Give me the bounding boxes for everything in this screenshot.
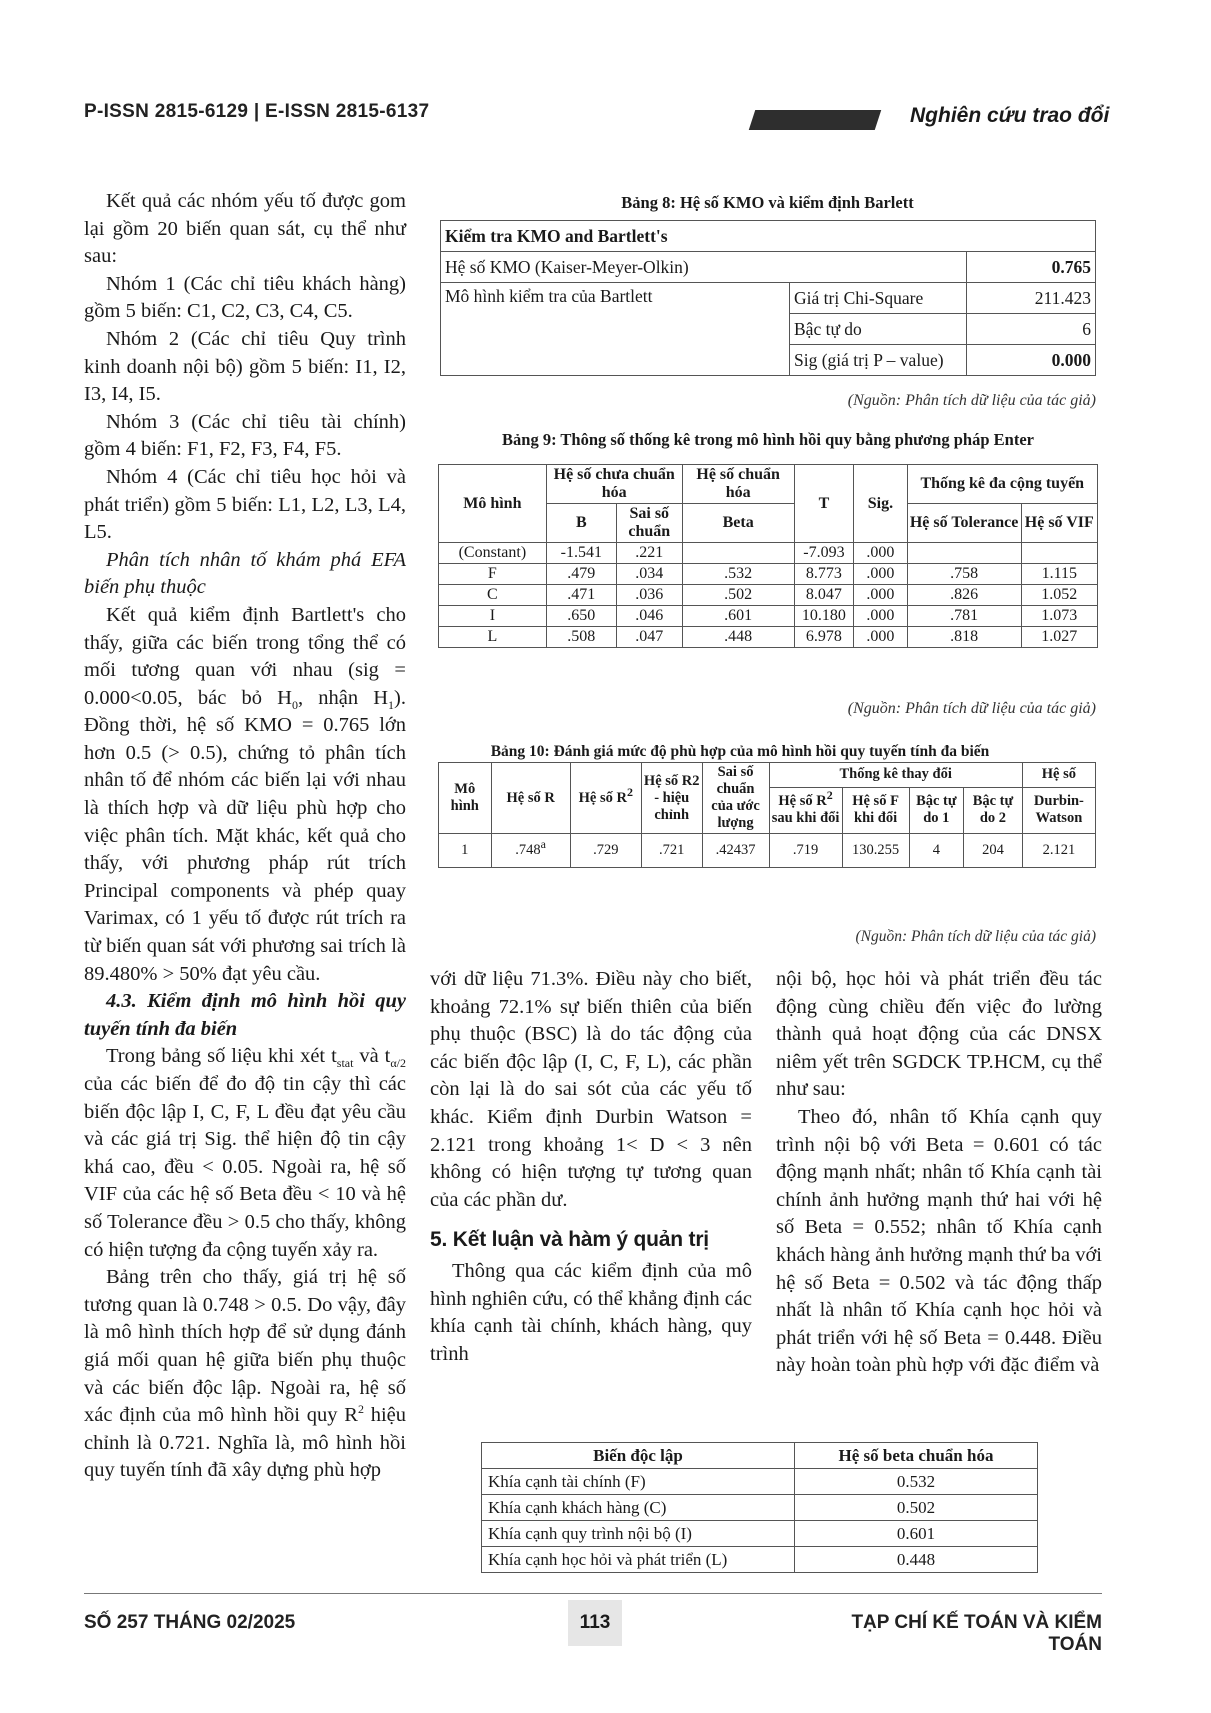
table10-header: Hệ số R xyxy=(491,763,570,834)
section-heading-4-3: 4.3. Kiểm định mô hình hồi quy tuyến tính đa biến xyxy=(84,990,406,1040)
cell: .046 xyxy=(616,606,682,627)
table8-cell: 211.423 xyxy=(967,283,1096,314)
cell xyxy=(1021,543,1097,564)
cell: L xyxy=(439,627,547,648)
cell: 10.180 xyxy=(794,606,854,627)
table8-cell: 0.765 xyxy=(967,252,1096,283)
paragraph: với dữ liệu 71.3%. Điều này cho biết, khoảng 72.1% sự biến thiên của biến phụ thuộc (BSC) là do tác động của các biến độc lập (I, C, F, L), các phần còn lại là do sai sót của các yếu tố khác. Kiểm định Durbin Watson = 2.121 trong khoảng 1< D < 3 nên không có hiện tượng tự tương quan của các phần dư. xyxy=(430,968,752,1211)
page-number: 113 xyxy=(579,1612,611,1633)
section-name: Nghiên cứu trao đổi xyxy=(910,104,1110,127)
table10 xyxy=(438,762,1096,868)
table9-header: Sai số chuẩn xyxy=(616,504,682,543)
cell: 2.121 xyxy=(1022,834,1095,868)
table-row xyxy=(482,1547,1038,1573)
footer-divider xyxy=(84,1593,1102,1594)
table9-header: Hệ số chuẩn hóa xyxy=(682,465,794,504)
cell: .729 xyxy=(570,834,641,868)
table10-header: Hệ số $R^2$ xyxy=(570,763,641,834)
cell: Khía cạnh học hỏi và phát triển (L) xyxy=(482,1547,795,1573)
table-row xyxy=(439,564,1098,585)
cell: 1.073 xyxy=(1021,606,1097,627)
header-decor-bar xyxy=(749,110,881,130)
cell: .479 xyxy=(546,564,616,585)
table-row xyxy=(482,1521,1038,1547)
table8-cell: Sig (giá trị P – value) xyxy=(790,345,967,376)
cell: 1.027 xyxy=(1021,627,1097,648)
table10-header: Bậc tự do 2 xyxy=(964,787,1023,833)
column-middle xyxy=(430,966,752,1368)
section-heading-5: 5. Kết luận và hàm ý quản trị xyxy=(430,1228,709,1252)
cell: 4 xyxy=(909,834,964,868)
table-row xyxy=(439,543,1098,564)
cell: .036 xyxy=(616,585,682,606)
cell: .758 xyxy=(907,564,1021,585)
cell: .221 xyxy=(616,543,682,564)
cell xyxy=(907,543,1021,564)
cell: 1.052 xyxy=(1021,585,1097,606)
table9-header: Hệ số VIF xyxy=(1021,504,1097,543)
cell: F xyxy=(439,564,547,585)
cell: .42437 xyxy=(702,834,769,868)
paragraph: Nhóm 1 (Các chỉ tiêu khách hàng) gồm 5 biến: C1, C2, C3, C4, C5. xyxy=(84,272,406,323)
table10-source: (Nguồn: Phân tích dữ liệu của tác giả) xyxy=(855,928,1096,945)
cell: .719 xyxy=(769,834,842,868)
table-row xyxy=(439,834,1096,868)
issn-header: P-ISSN 2815-6129 | E-ISSN 2815-6137 xyxy=(84,101,430,122)
table-row xyxy=(482,1495,1038,1521)
paragraph: Nhóm 3 (Các chỉ tiêu tài chính) gồm 4 biến: F1, F2, F3, F4, F5. xyxy=(84,410,406,461)
journal-name: TẠP CHÍ KẾ TOÁN VÀ KIỂM TOÁN xyxy=(851,1612,1102,1655)
table8-cell: 0.000 xyxy=(967,345,1096,376)
cell: 8.773 xyxy=(794,564,854,585)
cell: .000 xyxy=(854,627,907,648)
cell: Khía cạnh tài chính (F) xyxy=(482,1469,795,1495)
cell: .047 xyxy=(616,627,682,648)
paragraph: Trong bảng số liệu khi xét $t_{stat}$ và $t_{\alpha/2}$ của các biến để đo độ tin cậy thì các biến độc lập I, C, F, L đều đạt yêu cầu và các giá trị Sig. thể hiện độ tin cậy khá cao, đều < 0.05. Ngoài ra, hệ số VIF của các hệ số Beta đều < 10 và hệ số Tolerance đều > 0.5 cho thấy, không có hiện tượng đa cộng tuyến xảy ra. xyxy=(84,1045,407,1261)
cell: .721 xyxy=(641,834,702,868)
cell: .601 xyxy=(682,606,794,627)
issue-label: SỐ 257 THÁNG 02/2025 xyxy=(84,1612,296,1633)
table10-header: Hệ số $R^2$ sau khi đổi xyxy=(769,787,842,833)
table10-header: Hệ số R2 - hiệu chỉnh xyxy=(641,763,702,834)
table9-header: T xyxy=(794,465,854,543)
cell xyxy=(682,543,794,564)
cell: 0.532 xyxy=(795,1469,1038,1495)
cell: 0.448 xyxy=(795,1547,1038,1573)
cell: .034 xyxy=(616,564,682,585)
table-header: Hệ số beta chuẩn hóa xyxy=(795,1443,1038,1469)
table9-caption: Bảng 9: Thông số thống kê trong mô hình hồi quy bằng phương pháp Enter xyxy=(502,430,1034,449)
cell: .502 xyxy=(682,585,794,606)
subheading: Phân tích nhân tố khám phá EFA biến phụ thuộc xyxy=(84,548,406,599)
table8 xyxy=(440,220,1096,376)
table10-header: Bậc tự do 1 xyxy=(909,787,964,833)
column-right xyxy=(776,966,1102,1380)
paragraph: Nhóm 2 (Các chỉ tiêu Quy trình kinh doanh nội bộ) gồm 5 biến: I1, I2, I3, I4, I5. xyxy=(84,327,406,406)
table8-cell: Giá trị Chi-Square xyxy=(790,283,967,314)
cell: Khía cạnh khách hàng (C) xyxy=(482,1495,795,1521)
table9 xyxy=(438,464,1098,648)
table9-header: Thống kê đa cộng tuyến xyxy=(907,465,1097,504)
cell: .748$^a$ xyxy=(491,834,570,868)
paragraph: Nhóm 4 (Các chỉ tiêu học hỏi và phát triển) gồm 5 biến: L1, L2, L3, L4, L5. xyxy=(84,465,406,544)
cell: .000 xyxy=(854,564,907,585)
table9-header: Beta xyxy=(682,504,794,543)
cell: Khía cạnh quy trình nội bộ (I) xyxy=(482,1521,795,1547)
paragraph: Theo đó, nhân tố Khía cạnh quy trình nội bộ với Beta = 0.601 có tác động mạnh nhất; nhân tố Khía cạnh tài chính ảnh hưởng mạnh thứ hai với hệ số Beta = 0.552; nhân tố Khía cạnh khách hàng ảnh hưởng mạnh thứ ba với hệ số Beta = 0.502 và tác động thấp nhất là nhân tố Khía cạnh học hỏi và phát triển với hệ số Beta = 0.448. Điều này hoàn toàn phù hợp với đặc điểm và xyxy=(776,1105,1102,1377)
table10-header: Mô hình xyxy=(439,763,492,834)
cell: (Constant) xyxy=(439,543,547,564)
table8-source: (Nguồn: Phân tích dữ liệu của tác giả) xyxy=(847,392,1096,409)
table-row xyxy=(439,585,1098,606)
table-row xyxy=(439,606,1098,627)
cell: I xyxy=(439,606,547,627)
cell: .471 xyxy=(546,585,616,606)
cell: 1.115 xyxy=(1021,564,1097,585)
cell: 6.978 xyxy=(794,627,854,648)
table9-header: Hệ số chưa chuẩn hóa xyxy=(546,465,682,504)
table10-header: Hệ số F khi đổi xyxy=(842,787,909,833)
cell: .650 xyxy=(546,606,616,627)
paragraph: Kết quả kiểm định Bartlett's cho thấy, giữa các biến trong tổng thể có mối tương quan với nhau (sig = 0.000<0.05, bác bỏ $H_0$, nhận $H_1$). Đồng thời, hệ số KMO = 0.765 lớn hơn 0.5 (> 0.5), chứng tỏ phân tích nhân tố để nhóm các biến lại với nhau là thích hợp và dữ liệu phù hợp cho việc phân tích. Mặt khác, kết quả cho thấy, với phương pháp rút trích Principal components và phép quay Varimax, có 1 yếu tố được rút trích ra từ biến quan sát với phương sai trích là 89.480% > 50% đạt yêu cầu. xyxy=(84,603,406,985)
cell: .818 xyxy=(907,627,1021,648)
cell: 130.255 xyxy=(842,834,909,868)
table10-header: Sai số chuẩn của ước lượng xyxy=(702,763,769,834)
cell: 8.047 xyxy=(794,585,854,606)
paragraph: Kết quả các nhóm yếu tố được gom lại gồm 20 biến quan sát, cụ thể như sau: xyxy=(84,190,406,268)
cell: .826 xyxy=(907,585,1021,606)
cell: .448 xyxy=(682,627,794,648)
table-header: Biến độc lập xyxy=(482,1443,795,1469)
cell: .508 xyxy=(546,627,616,648)
cell: .000 xyxy=(854,585,907,606)
cell: 0.502 xyxy=(795,1495,1038,1521)
paragraph: nội bộ, học hỏi và phát triển đều tác động cùng chiều đến việc đo lường thành quả hoạt động của các DNSX niêm yết trên SGDCK TP.HCM, cụ thể như sau: xyxy=(776,968,1102,1101)
table-row xyxy=(482,1469,1038,1495)
cell: .532 xyxy=(682,564,794,585)
table8-cell: Hệ số KMO (Kaiser-Meyer-Olkin) xyxy=(441,252,967,283)
cell: -7.093 xyxy=(794,543,854,564)
table8-caption: Bảng 8: Hệ số KMO và kiểm định Barlett xyxy=(621,193,914,212)
table9-header: Mô hình xyxy=(439,465,547,543)
table8-cell: 6 xyxy=(967,314,1096,345)
table-row xyxy=(439,627,1098,648)
table9-header: Hệ số Tolerance xyxy=(907,504,1021,543)
table9-source: (Nguồn: Phân tích dữ liệu của tác giả) xyxy=(847,700,1096,717)
table8-header: Kiểm tra KMO and Bartlett's xyxy=(441,221,1096,252)
cell: .000 xyxy=(854,606,907,627)
table8-cell: Bậc tự do xyxy=(790,314,967,345)
column-left xyxy=(84,188,406,1485)
cell: .000 xyxy=(854,543,907,564)
paragraph: Bảng trên cho thấy, giá trị hệ số tương quan là 0.748 > 0.5. Do vậy, đây là mô hình thích hợp để sử dụng đánh giá mối quan hệ giữa biến phụ thuộc và các biến độc lập. Ngoài ra, hệ số xác định của mô hình hồi quy $R^2$ hiệu chỉnh là 0.721. Nghĩa là, mô hình hồi quy tuyến tính đã xây dựng phù hợp xyxy=(84,1266,406,1482)
cell: .781 xyxy=(907,606,1021,627)
table10-header: Durbin-Watson xyxy=(1022,787,1095,833)
table9-header: B xyxy=(546,504,616,543)
cell: -1.541 xyxy=(546,543,616,564)
paragraph: Thông qua các kiểm định của mô hình nghiên cứu, có thể khẳng định các khía cạnh tài chính, khách hàng, quy trình xyxy=(430,1259,752,1365)
beta-summary-table xyxy=(481,1442,1038,1573)
cell: 204 xyxy=(964,834,1023,868)
cell: C xyxy=(439,585,547,606)
table9-header: Sig. xyxy=(854,465,907,543)
table10-header: Hệ số xyxy=(1022,763,1095,788)
table8-cell: Mô hình kiểm tra của Bartlett xyxy=(441,283,790,376)
cell: 0.601 xyxy=(795,1521,1038,1547)
cell: 1 xyxy=(439,834,492,868)
table10-header: Thống kê thay đổi xyxy=(769,763,1022,788)
table10-caption: Bảng 10: Đánh giá mức độ phù hợp của mô hình hồi quy tuyến tính đa biến xyxy=(490,743,990,760)
